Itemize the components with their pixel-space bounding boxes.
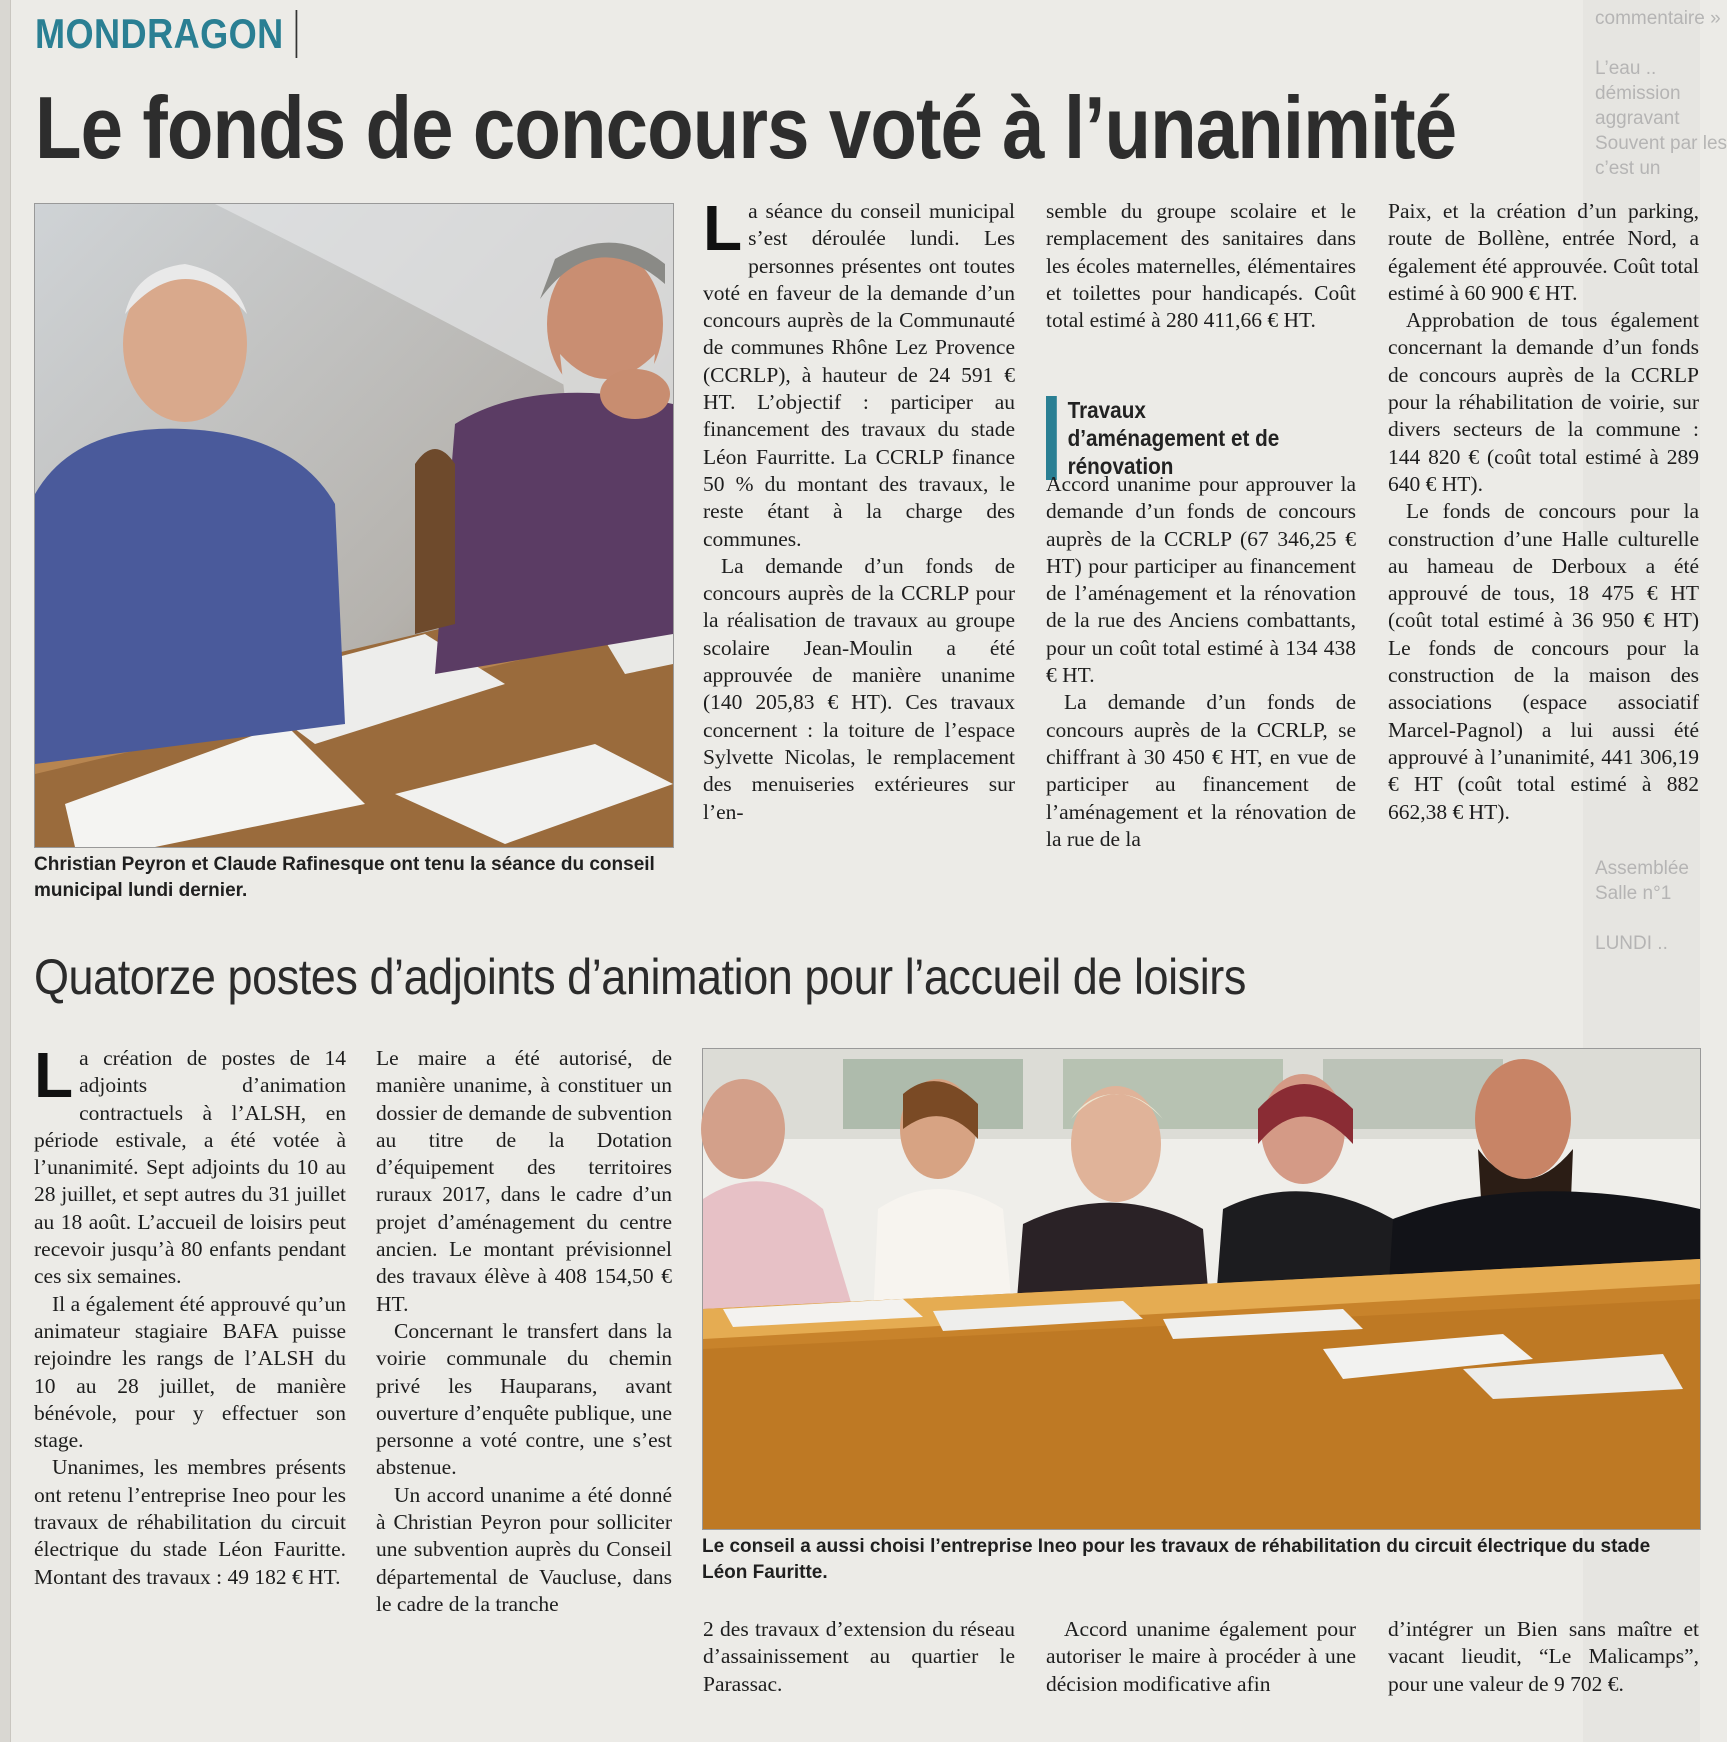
- adjacent-article-line: démission: [1595, 83, 1681, 104]
- article2-paragraph: [34, 1039, 346, 1291]
- article1-column-2: [1046, 198, 1356, 368]
- paper-edge: [0, 0, 11, 1742]
- adjacent-article-line: LUNDI ..: [1595, 933, 1668, 954]
- dropcap: L: [34, 1039, 74, 1111]
- article1-paragraph: [703, 192, 1015, 553]
- article2-paragraph-text: a création de postes de 14 adjoints d’animation contractuels à l’ALSH, en période estivale, a été votée à l’unanimité. Sept adjoints du 10 au 28 juillet, et sept autres du 31 juillet au 18 août. L’accueil de loisirs peut recevoir jusqu’à 80 enfants pendant ces six semaines.: [34, 1046, 346, 1289]
- article2-column-2: [376, 1045, 672, 1735]
- article2-paragraph: Le maire a été autorisé, de manière unanime, à constituer un dossier de demande de subvention au titre de la Dotation d’équipement des territoires ruraux 2017, dans le cadre d’un projet d’aménagement du centre ancien. Le montant prévisionnel des travaux élève à 408 154,50 € HT.: [376, 1046, 672, 1316]
- article2-column-3: [703, 1616, 1015, 1736]
- article1-paragraph: Accord unanime pour approuver la demande d’un fonds de concours auprès de la CCRLP (67 346,25 € HT) pour participer au financement de l’aménagement et la rénovation de la rue des Anciens combattants, pour un coût total estimé à 134 438 € HT.: [1046, 472, 1356, 688]
- article2-paragraph: Il a également été approuvé qu’un animateur stagiaire BAFA puisse rejoindre les rangs de l’ALSH du 10 au 28 juillet, de manière bénévole, pour y effectuer son stage.: [34, 1291, 346, 1453]
- secondary-headline: Quatorze postes d’adjoints d’animation pour l’accueil de loisirs: [34, 949, 1246, 1005]
- article1-paragraph: semble du groupe scolaire et le remplacement des sanitaires dans les écoles maternelles, élémentaires et toilettes pour handicapés. Coût total estimé à 280 411,66 € HT.: [1046, 199, 1356, 333]
- article2-paragraph: Unanimes, les membres présents ont retenu l’entreprise Ineo pour les travaux de réhabilitation du circuit électrique du stade Léon Faurittе. Montant des travaux : 49 182 € HT.: [34, 1455, 346, 1589]
- article1-subhead: Travaux d’aménagement et de rénovation: [1046, 396, 1302, 480]
- main-headline: Le fonds de concours voté à l’unanimité: [35, 78, 1457, 177]
- section-kicker: MONDRAGON: [35, 10, 297, 58]
- dropcap: L: [703, 192, 743, 264]
- article2-paragraph: Accord unanime également pour autoriser le maire à procéder à une décision modificative afin: [1046, 1617, 1356, 1696]
- adjacent-article-line: Souvent par les: [1595, 133, 1727, 154]
- photo-council-meeting-caption: Le conseil a aussi choisi l’entreprise Ineo pour les travaux de réhabilitation du circuit électrique du stade Léon Faurittе.: [702, 1536, 1651, 1583]
- article2-paragraph: 2 des travaux d’extension du réseau d’assainissement au quartier le Parassac.: [703, 1617, 1015, 1696]
- article1-column-1: [703, 192, 1015, 911]
- adjacent-article-line: [1595, 1006, 1700, 1031]
- article1-column-3: [1388, 198, 1699, 911]
- adjacent-article-line: Salle n°1: [1595, 883, 1672, 904]
- article2-paragraph: d’intégrer un Bien sans maître et vacant lieudit, “Le Malicamps”, pour une valeur de 9 702 €.: [1388, 1617, 1699, 1696]
- article2-paragraph: Concernant le transfert dans la voirie communale du chemin privé les Hauparans, avant ouverture d’enquête publique, une personne a voté contre, une s’est abstenue.: [376, 1318, 672, 1480]
- article2-column-5: [1388, 1616, 1699, 1736]
- adjacent-article-line: commentaire »: [1595, 8, 1721, 29]
- article2-column-4: [1046, 1616, 1356, 1736]
- adjacent-article-line: [1595, 956, 1700, 981]
- article2-column-1: [34, 1039, 346, 1735]
- article1-paragraph-text: a séance du conseil municipal s’est déroulée lundi. Les personnes présentes ont toutes voté en faveur de la demande d’un concours auprès de la Communauté de communes Rhône Lez Provence (CCRLP), à hauteur de 24 591 € HT. L’objectif : participer au financement des travaux du stade Léon Faurritte. La CCRLP finance 50 % du montant des travaux, le reste étant à la charge des communes.: [703, 199, 1015, 551]
- adjacent-article-line: L’eau ..: [1595, 58, 1657, 79]
- adjacent-article-line: aggravant: [1595, 108, 1680, 129]
- photo-council-officials-caption: Christian Peyron et Claude Rafinesque ont tenu la séance du conseil municipal lundi dernier.: [34, 854, 655, 901]
- adjacent-article-line: Assemblée: [1595, 858, 1689, 879]
- article1-paragraph: Approbation de tous également concernant la demande d’un fonds de concours auprès de la CCRLP pour la réhabilitation de voirie, sur divers secteurs de la commune : 144 820 € (coût total estimé à 289 640 € HT).: [1388, 308, 1699, 496]
- adjacent-article-line: c’est un: [1595, 158, 1661, 179]
- article1-paragraph: Paix, et la création d’un parking, route de Bollène, entrée Nord, a également été approuvée. Coût total estimé à 60 900 € HT.: [1388, 199, 1699, 305]
- article2-paragraph: Un accord unanime a été donné à Christian Peyron pour solliciter une subvention auprès du Conseil départemental de Vaucluse, dans le cadre de la tranche: [376, 1482, 672, 1616]
- article1-paragraph: Le fonds de concours pour la construction d’une Halle culturelle au hameau de Derboux a été approuvé de tous, 18 475 € HT (coût total estimé à 36 950 € HT) Le fonds de concours pour la construction de la maison des associations (espace associatif Marcel-Pagnol) a lui aussi été approuvé à l’unanimité, 441 306,19 € HT (coût total estimé à 882 662,38 € HT).: [1388, 499, 1699, 824]
- photo-council-officials: [34, 203, 674, 848]
- photo-council-meeting-image: [703, 1049, 1700, 1529]
- adjacent-article-line: [1595, 31, 1700, 56]
- article1-column-2b: [1046, 471, 1356, 911]
- photo-council-officials-image: [35, 204, 673, 847]
- article1-paragraph: La demande d’un fonds de concours auprès de la CCRLP, se chiffrant à 30 450 € HT, en vue de participer au financement de l’aménagement et la rénovation de la rue de la: [1046, 690, 1356, 851]
- adjacent-article-line: [1595, 981, 1700, 1006]
- photo-council-meeting: [702, 1048, 1701, 1530]
- article1-paragraph: La demande d’un fonds de concours auprès de la CCRLP pour la réalisation de travaux au groupe scolaire Jean-Moulin a été approuvée de manière unanime (140 205,83 € HT). Ces travaux concernent : la toiture de l’espace Sylvette Nicolas, le remplacement des menuiseries extérieures sur l’en-: [703, 553, 1015, 824]
